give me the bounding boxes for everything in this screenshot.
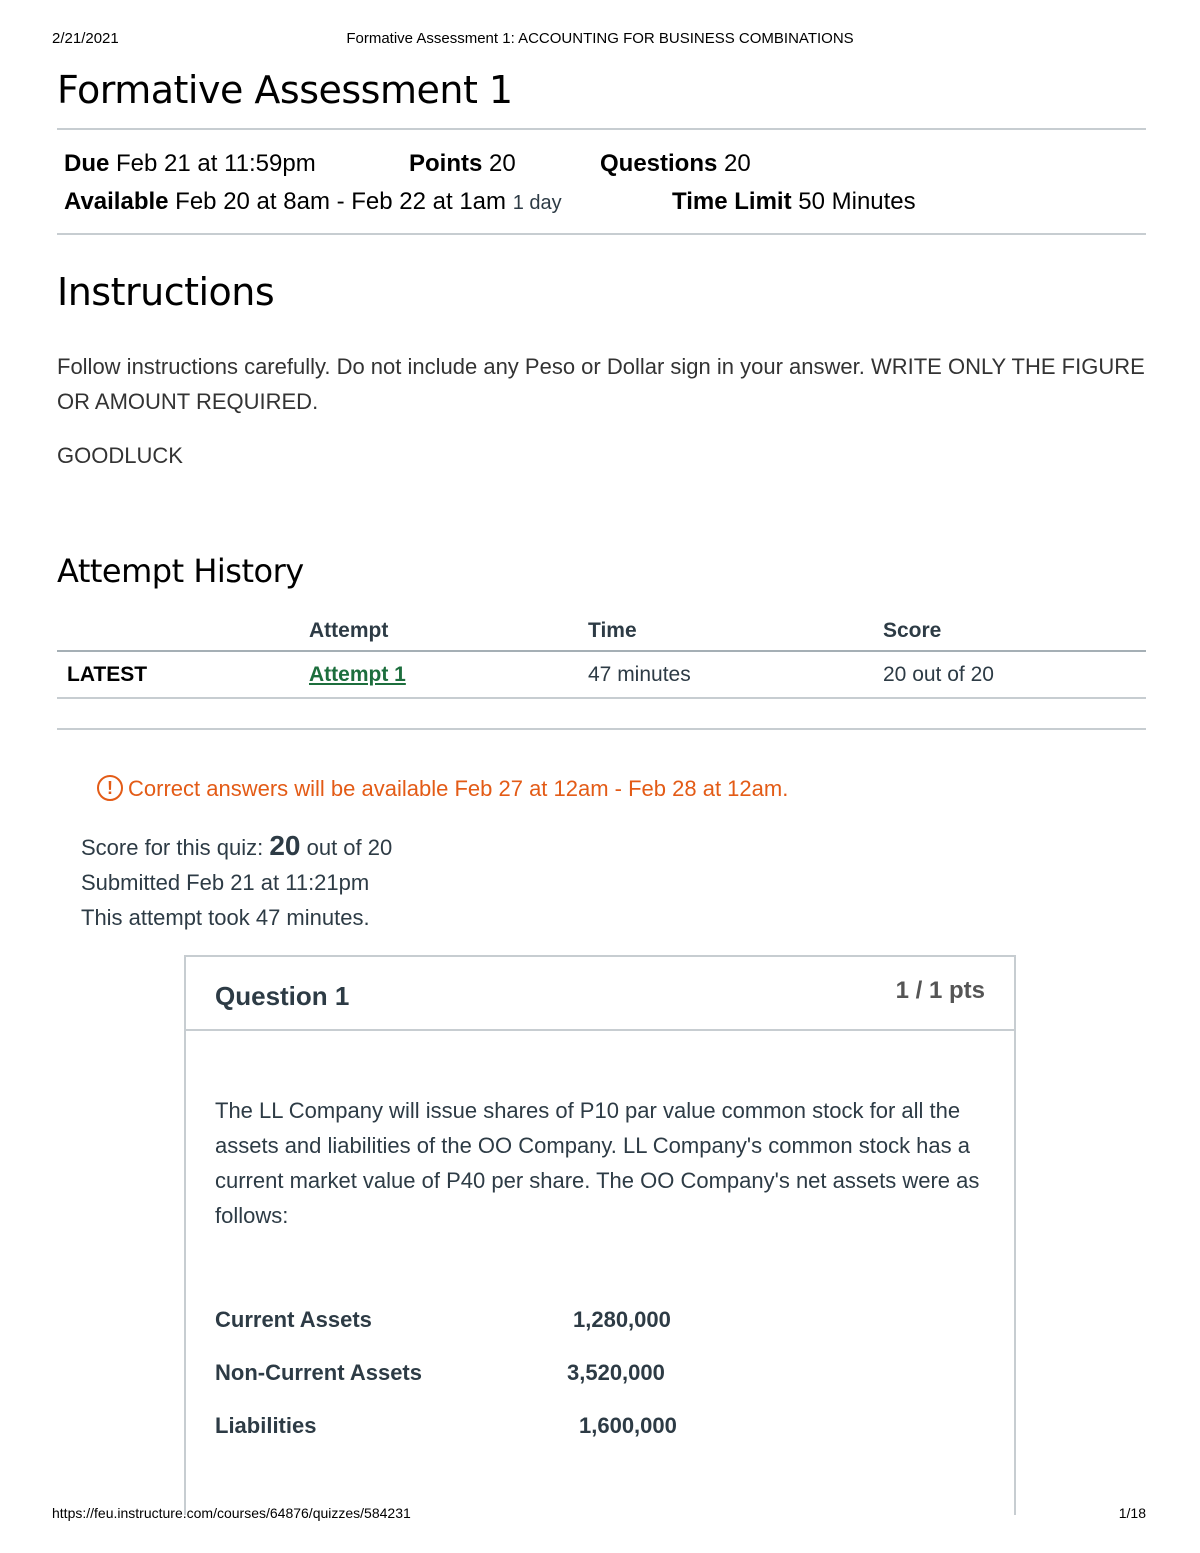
score-suffix: out of 20 — [306, 835, 393, 860]
question-points: 1 / 1 pts — [895, 977, 985, 1004]
quiz-score — [81, 830, 392, 862]
available-duration: 1 day — [512, 192, 562, 214]
points-label: Points — [409, 150, 483, 177]
question-header — [186, 957, 1014, 1031]
net-asset-label: Liabilities — [215, 1413, 317, 1438]
net-asset-amount: 3,520,000 — [567, 1360, 665, 1385]
net-asset-amount: 1,280,000 — [573, 1307, 671, 1332]
net-asset-label: Non-Current Assets — [215, 1360, 422, 1385]
attempt-latest-label: LATEST — [57, 651, 299, 698]
instructions-paragraph: Follow instructions carefully. Do not include any Peso or Dollar sign in your answer. WRITE ONLY THE FIGURE OR AMOUNT REQUIRED. — [57, 354, 1145, 414]
page-title: Formative Assessment 1 — [57, 68, 513, 112]
time-limit-meta — [672, 188, 916, 216]
score-prefix: Score for this quiz: — [81, 835, 264, 860]
net-asset-label: Current Assets — [215, 1307, 372, 1332]
print-url: https://feu.instructure.com/courses/64876/quizzes/584231 — [52, 1505, 411, 1521]
net-asset-row — [215, 1307, 671, 1333]
print-doc-title: Formative Assessment 1: ACCOUNTING FOR BUSINESS COMBINATIONS — [346, 30, 854, 47]
question-1-card — [184, 955, 1016, 1515]
attempt-cell — [299, 651, 578, 698]
notice-text: Correct answers will be available Feb 27 at 12am - Feb 28 at 12am. — [128, 776, 789, 801]
table-header-row — [57, 612, 1146, 651]
attempt-time: 47 minutes — [578, 651, 873, 698]
column-header: Time — [578, 612, 873, 651]
questions-value: 20 — [724, 150, 751, 177]
score-value: 20 — [269, 830, 301, 861]
available-meta — [64, 188, 562, 216]
column-header: Attempt — [299, 612, 578, 651]
net-asset-row — [215, 1413, 677, 1439]
submitted-time: Submitted Feb 21 at 11:21pm — [81, 870, 370, 895]
attempt-history-table — [57, 612, 1146, 699]
divider — [57, 233, 1146, 235]
questions-meta — [600, 150, 751, 178]
attempt-duration: This attempt took 47 minutes. — [81, 905, 370, 930]
due-label: Due — [64, 150, 110, 177]
points-value: 20 — [489, 150, 516, 177]
table-row — [57, 651, 1146, 698]
available-label: Available — [64, 188, 169, 215]
attempt-history-heading: Attempt History — [57, 552, 304, 590]
question-title: Question 1 — [215, 981, 350, 1011]
attempt-score: 20 out of 20 — [873, 651, 1146, 698]
questions-label: Questions — [600, 150, 718, 177]
time-limit-label: Time Limit — [672, 188, 792, 215]
print-date: 2/21/2021 — [52, 30, 119, 47]
divider — [57, 128, 1146, 130]
quiz-meta-row-1 — [64, 150, 316, 178]
instructions-closing: GOODLUCK — [57, 443, 183, 468]
column-header — [57, 612, 299, 651]
instructions-heading: Instructions — [57, 270, 275, 314]
correct-answers-notice — [97, 776, 788, 803]
due-value: Feb 21 at 11:59pm — [116, 150, 316, 177]
question-text: The LL Company will issue shares of P10 par value common stock for all the assets and liabilities of the OO Company. LL Company's common stock has a current market value of P40 per share. The OO Company's net assets were as follows: — [215, 1098, 980, 1228]
print-page-number: 1/18 — [1118, 1505, 1146, 1521]
net-asset-row — [215, 1360, 665, 1386]
divider — [57, 728, 1146, 730]
time-limit-value: 50 Minutes — [798, 188, 916, 215]
available-value: Feb 20 at 8am - Feb 22 at 1am — [175, 188, 507, 215]
net-asset-amount: 1,600,000 — [579, 1413, 677, 1438]
points-meta — [409, 150, 516, 178]
print-footer — [0, 1505, 1200, 1525]
attempt-1-link[interactable]: Attempt 1 — [309, 662, 406, 686]
warning-circle-icon: ! — [97, 775, 123, 801]
column-header: Score — [873, 612, 1146, 651]
print-header — [0, 30, 1200, 50]
